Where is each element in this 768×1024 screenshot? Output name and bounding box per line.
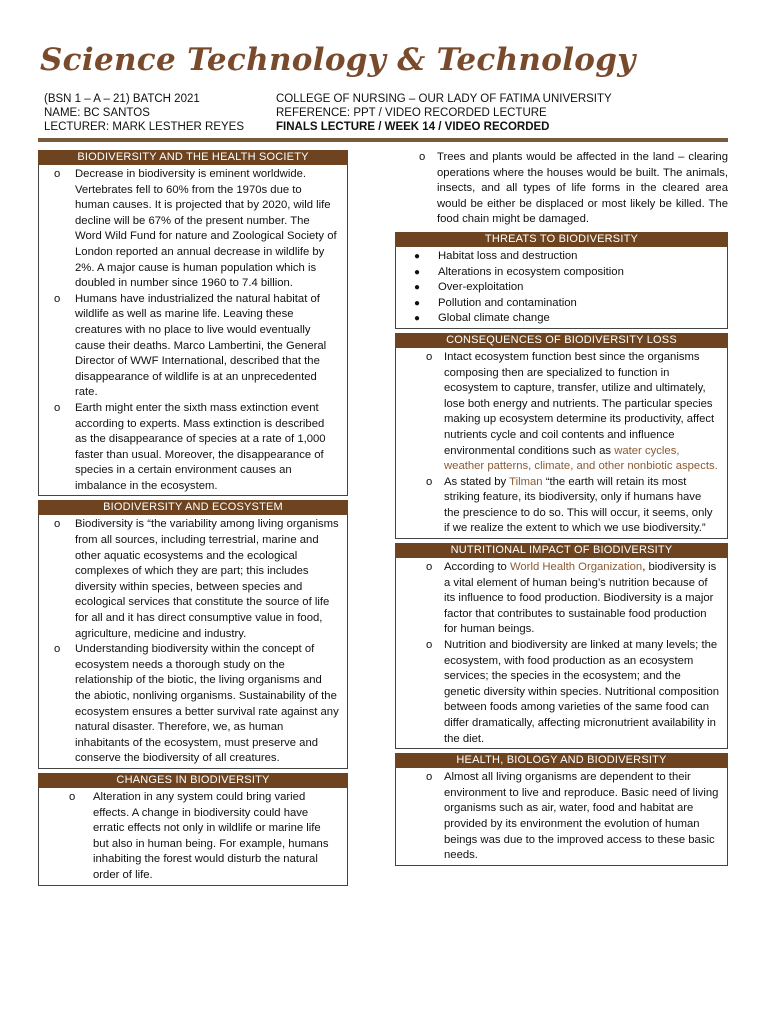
list-item: o Earth might enter the sixth mass extinction event according to experts. Mass extinction is described as the disappearance of species at a rate of 1,000 faster than usual. Moreover, the disappearance of species in a certain environment causes an imbalance in the ecosystem. (45, 401, 339, 495)
list-item: o Nutrition and biodiversity are linked at many levels; the ecosystem, with food production as an ecosystem services; the species in the ecosystem; and the genetic diversity within species. Nutritional composition between foods among varieties of the same food can differ dramatically, affecting micronutrient availability in the diet. (402, 638, 719, 747)
reference-line: REFERENCE: PPT / VIDEO RECORDED LECTURE (276, 107, 547, 119)
section-nutritional-impact (395, 543, 728, 749)
circle-bullet-icon: o (54, 643, 61, 656)
left-column (38, 150, 348, 890)
section-heading: CONSEQUENCES OF BIODIVERSITY LOSS (395, 333, 728, 348)
batch-line: (BSN 1 – A – 21) BATCH 2021 (44, 93, 200, 105)
highlighted-text: World Health Organization (509, 561, 643, 574)
list-item: o Alteration in any system could bring varied effects. A change in biodiversity could have erratic effects not only in wildlife or marine life but also in human being. For example, humans inhabiting the forest would disturb the natural order of life. (45, 790, 339, 884)
right-column (395, 150, 728, 870)
section-heading: THREATS TO BIODIVERSITY (395, 232, 728, 247)
page-title: Science Technology & Technology (40, 42, 636, 78)
section-changes-in-biodiversity (38, 773, 348, 886)
circle-bullet-icon: o (426, 639, 433, 652)
section-body (395, 247, 728, 329)
section-body (395, 558, 728, 749)
section-biodiversity-health-society (38, 150, 348, 496)
list-item: o Decrease in biodiversity is eminent worldwide. Vertebrates fell to 60% from the 1970s due to human causes. It is projected that by 2020, wild life decline will be 67% of the present number. The Word Wild Fund for nature and Zoological Society of London reported an annual decrease in wildlife by 2%. A major cause is human population which is doubled in number since 1960 to 7.4 billion. (45, 167, 339, 292)
bullet-icon: ● (414, 297, 421, 309)
section-heading: HEALTH, BIOLOGY AND BIODIVERSITY (395, 753, 728, 768)
highlighted-text: water cycles, weather patterns, climate, and other nonbiotic aspects. (444, 444, 718, 473)
header-divider (38, 138, 728, 142)
name-line: NAME: BC SANTOS (44, 107, 150, 119)
list-item: o Trees and plants would be affected in the land – clearing operations where the houses would be built. The animals, insects, and all types of life forms in the cleared area would be either be displaced or most likely be killed. The food chain might be damaged. (395, 150, 728, 228)
section-threats-to-biodiversity (395, 232, 728, 329)
college-line: COLLEGE OF NURSING – OUR LADY OF FATIMA UNIVERSITY (276, 93, 612, 105)
list-item: o Intact ecosystem function best since the organisms composing then are specialized to function in ecosystem to capture, transfer, utilize and ultimately, lose both energy and nutrients. The particular species making up ecosystem determine its productivity, affect nutrients cycle and coil contents and influence environmental conditions such as water cycles, weather patterns, climate, and other nonbiotic aspects. (402, 350, 719, 475)
list-item: ● Alterations in ecosystem composition (402, 265, 719, 281)
course-info (276, 92, 616, 134)
list-item: ● Over-exploitation (402, 280, 719, 296)
circle-bullet-icon: o (69, 790, 76, 803)
section-heading: BIODIVERSITY AND THE HEALTH SOCIETY (38, 150, 348, 165)
bullet-icon: ● (414, 250, 421, 262)
lecturer-line: LECTURER: MARK LESTHER REYES (44, 121, 245, 133)
circle-bullet-icon: o (426, 771, 433, 784)
circle-bullet-icon: o (426, 475, 433, 488)
list-item: o As stated by Tilman “the earth will retain its most striking feature, its biodiversity, only if humans have the prescience to do so. This will occur, it seems, only if we realize the extent to which we use biodiversity.” (402, 475, 719, 537)
list-item: ● Habitat loss and destruction (402, 249, 719, 265)
section-body (38, 788, 348, 886)
section-body (395, 348, 728, 539)
circle-bullet-icon: o (419, 151, 426, 163)
section-consequences-of-biodiversity-loss (395, 333, 728, 539)
bullet-icon: ● (414, 313, 421, 325)
section-body (38, 165, 348, 496)
section-body (38, 515, 348, 769)
bullet-icon: ● (414, 282, 421, 294)
lecture-line: FINALS LECTURE / WEEK 14 / VIDEO RECORDED (276, 121, 550, 133)
section-body (395, 768, 728, 866)
list-item: ● Global climate change (402, 311, 719, 327)
circle-bullet-icon: o (426, 350, 433, 363)
section-biodiversity-ecosystem (38, 500, 348, 769)
section-health-biology-biodiversity (395, 753, 728, 866)
section-heading: CHANGES IN BIODIVERSITY (38, 773, 348, 788)
section-heading: BIODIVERSITY AND ECOSYSTEM (38, 500, 348, 515)
bullet-icon: ● (414, 266, 421, 278)
list-item: o Understanding biodiversity within the concept of ecosystem needs a thorough study on the relationship of the biotic, the living organisms and the abiotic, nonliving organisms. Sustainability of the ecosystem ensures a better survival rate against any natural disaster. Therefore, we, as human inhabitants of the ecosystem, must preserve and conserve the biodiversity of all creatures. (45, 642, 339, 767)
section-heading: NUTRITIONAL IMPACT OF BIODIVERSITY (395, 543, 728, 558)
list-item: ● Pollution and contamination (402, 296, 719, 312)
list-item: o Humans have industrialized the natural habitat of wildlife as well as marine life. Leaving these creatures with no place to live would eventually cause their deaths. Marco Lambertini, the General Director of WWF International, described that the disappearance of wildlife is at an unprecedented rate. (45, 292, 339, 401)
list-item: o Almost all living organisms are dependent to their environment to live and reproduce. Basic need of living organisms such as air, water, food and habitat are provided by its environment the evolution of human beings was due to the improved access to these basic needs. (402, 770, 719, 864)
circle-bullet-icon: o (54, 292, 61, 305)
circle-bullet-icon: o (426, 561, 433, 574)
list-item: o Biodiversity is “the variability among living organisms from all sources, including terrestrial, marine and other aquatic ecosystems and the ecological complexes of which they are part; this includes diversity within species, between species and ecological services that constitute the source of life for all and it has direct consumptive value in food, agriculture, medicine and industry. (45, 517, 339, 642)
highlighted-text: Tilman (509, 475, 543, 488)
section-continued (395, 150, 728, 228)
list-item: o According to World Health Organization, biodiversity is a vital element of human being’s nutrition because of its influence to food production. Biodiversity is a major factor that contributes to sustainable food production for human beings. (402, 560, 719, 638)
circle-bullet-icon: o (54, 168, 61, 180)
student-info (44, 92, 264, 134)
circle-bullet-icon: o (54, 401, 61, 414)
circle-bullet-icon: o (54, 518, 61, 531)
